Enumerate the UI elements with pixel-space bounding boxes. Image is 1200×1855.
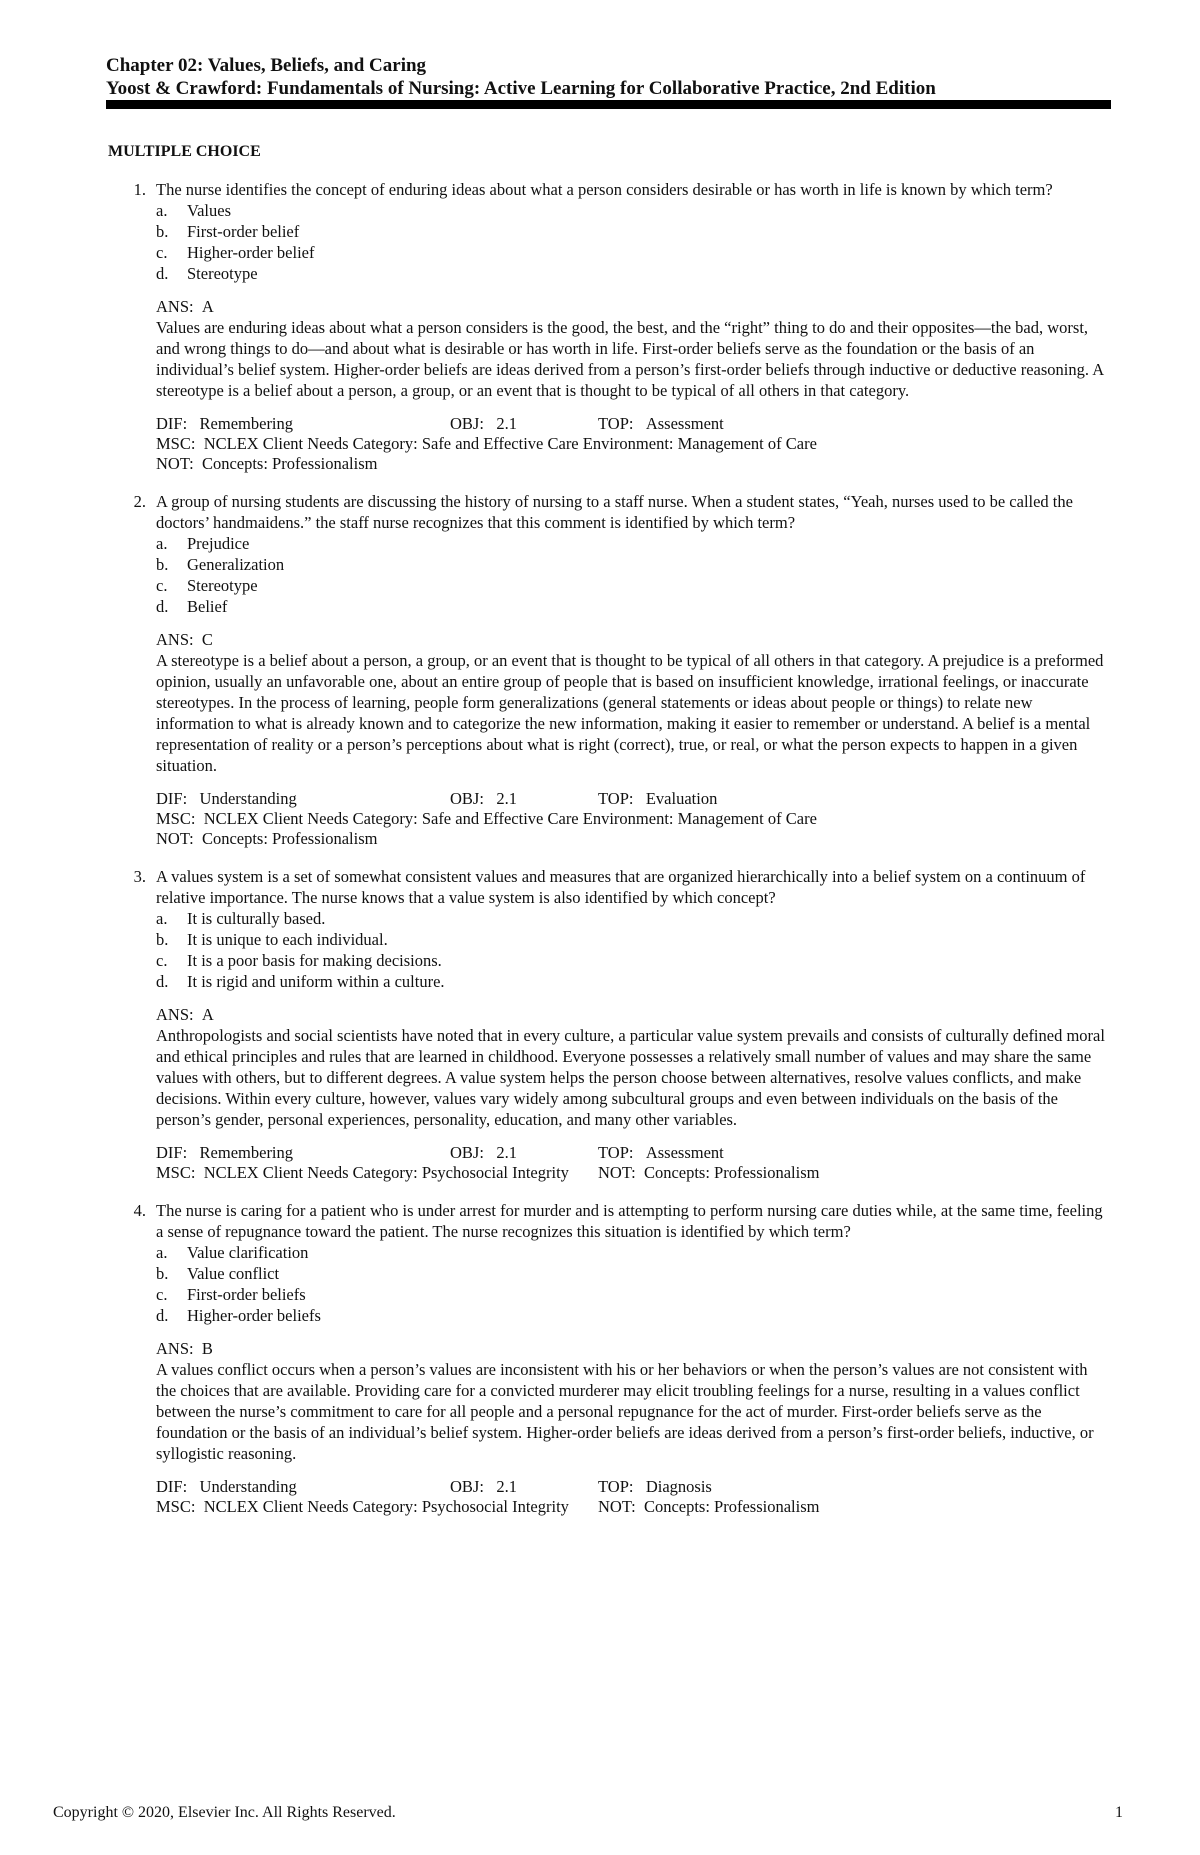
- dif-label: DIF:: [156, 414, 188, 433]
- msc-value: NCLEX Client Needs Category: Psychosocial Integrity: [203, 1163, 569, 1182]
- answer-line: [156, 1004, 1108, 1025]
- obj-label: OBJ:: [450, 1477, 484, 1496]
- option-text: Values: [187, 201, 231, 220]
- question-number: 2.: [133, 492, 146, 511]
- answer-line: [156, 629, 1108, 650]
- top-label: TOP:: [598, 1477, 634, 1496]
- option-letter: b.: [156, 1264, 169, 1283]
- option-text: Stereotype: [187, 576, 258, 595]
- question-1: [108, 179, 1108, 473]
- header-rule: [106, 100, 1111, 109]
- answer-value: B: [201, 1339, 213, 1358]
- option-text: First-order beliefs: [187, 1285, 306, 1304]
- option-text: It is culturally based.: [187, 909, 326, 928]
- rationale: Values are enduring ideas about what a person considers is the good, the best, and the “right” thing to do and their opposites—the bad, worst, and wrong things to do—and about what is desirable or has worth in life. First-order beliefs serve as the foundation or the basis of an individual’s belief system. Higher-order beliefs are ideas derived from a person’s first-order beliefs through inductive or deductive reasoning. A stereotype is a belief about a person, a group, or an event that is thought to be typical of all others in that category.: [156, 318, 1104, 400]
- option-text: Belief: [187, 597, 228, 616]
- not-label: NOT:: [598, 1163, 636, 1182]
- answer-label: ANS:: [156, 1339, 194, 1358]
- dif-value: Remembering: [199, 1143, 294, 1162]
- option-text: Higher-order beliefs: [187, 1306, 321, 1325]
- question-stem: The nurse is caring for a patient who is under arrest for murder and is attempting to perform nursing care duties while, at the same time, feeling a sense of repugnance toward the patient. The nurse recognizes this situation is identified by which term?: [156, 1201, 1103, 1241]
- top-label: TOP:: [598, 1143, 634, 1162]
- option-b: [156, 554, 1108, 575]
- answer-value: A: [201, 1005, 214, 1024]
- answer-value: A: [201, 297, 214, 316]
- metadata: [156, 1142, 1108, 1182]
- msc-value: NCLEX Client Needs Category: Safe and Effective Care Environment: Management of Care: [203, 434, 817, 453]
- dif-value: Understanding: [199, 1477, 297, 1496]
- question-2: [108, 491, 1108, 848]
- question-3: [108, 866, 1108, 1182]
- option-b: [156, 1263, 1108, 1284]
- option-c: [156, 575, 1108, 596]
- option-a: [156, 1242, 1108, 1263]
- metadata: [156, 788, 1108, 848]
- dif-value: Remembering: [199, 414, 294, 433]
- option-a: [156, 533, 1108, 554]
- option-d: [156, 971, 1108, 992]
- not-value: Concepts: Professionalism: [643, 1497, 820, 1516]
- option-text: Stereotype: [187, 264, 258, 283]
- question-number: 4.: [133, 1201, 146, 1220]
- rationale: Anthropologists and social scientists have noted that in every culture, a particular value system prevails and consists of culturally defined moral and ethical principles and rules that are learned in childhood. Everyone possesses a relatively small number of values and may share the same values with others, but to different degrees. A value system helps the person choose between alternatives, resolve values conflicts, and make decisions. Within every culture, however, values vary widely among subcultural groups and even between individuals on the basis of the person’s gender, personal experiences, personality, education, and many other variables.: [156, 1026, 1105, 1129]
- top-label: TOP:: [598, 789, 634, 808]
- option-letter: b.: [156, 222, 169, 241]
- copyright-notice: Copyright © 2020, Elsevier Inc. All Rights Reserved.: [53, 1804, 396, 1821]
- option-letter: c.: [156, 243, 168, 262]
- option-b: [156, 221, 1108, 242]
- option-text: It is a poor basis for making decisions.: [187, 951, 442, 970]
- book-title: Yoost & Crawford: Fundamentals of Nursing: Active Learning for Collaborative Practice, 2nd Edition: [106, 78, 936, 99]
- option-letter: c.: [156, 951, 168, 970]
- option-text: It is rigid and uniform within a culture.: [187, 972, 445, 991]
- obj-value: 2.1: [496, 789, 517, 808]
- option-text: Value clarification: [187, 1243, 309, 1262]
- question-list: [108, 179, 1108, 1534]
- answer-line: [156, 296, 1108, 317]
- option-letter: d.: [156, 1306, 169, 1325]
- obj-value: 2.1: [496, 1477, 517, 1496]
- option-a: [156, 200, 1108, 221]
- not-label: NOT:: [156, 829, 194, 848]
- metadata: [156, 1476, 1108, 1516]
- option-letter: d.: [156, 264, 169, 283]
- dif-label: DIF:: [156, 1143, 188, 1162]
- question-stem: A group of nursing students are discussing the history of nursing to a staff nurse. When a student states, “Yeah, nurses used to be called the doctors’ handmaidens.” the staff nurse recognizes that this comment is identified by which term?: [156, 492, 1073, 532]
- top-label: TOP:: [598, 414, 634, 433]
- option-d: [156, 263, 1108, 284]
- obj-value: 2.1: [496, 414, 517, 433]
- option-text: Higher-order belief: [187, 243, 315, 262]
- answer-value: C: [201, 630, 213, 649]
- msc-value: NCLEX Client Needs Category: Safe and Effective Care Environment: Management of Care: [203, 809, 817, 828]
- option-c: [156, 1284, 1108, 1305]
- option-text: Generalization: [187, 555, 285, 574]
- msc-value: NCLEX Client Needs Category: Psychosocial Integrity: [203, 1497, 569, 1516]
- option-c: [156, 242, 1108, 263]
- metadata: [156, 413, 1108, 473]
- page-number: 1: [1115, 1804, 1123, 1821]
- obj-label: OBJ:: [450, 789, 484, 808]
- rationale: A values conflict occurs when a person’s values are inconsistent with his or her behaviors or when the person’s values are not consistent with the choices that are available. Providing care for a convicted murderer may elicit troubling feelings for a nurse, resulting in a values conflict between the nurse’s commitment to care for all people and a personal repugnance for the act of murder. First-order beliefs serve as the foundation or the basis of an individual’s belief system. Higher-order beliefs are ideas derived from a person’s first-order beliefs, inductive, or syllogistic reasoning.: [156, 1360, 1094, 1463]
- obj-value: 2.1: [496, 1143, 517, 1162]
- dif-value: Understanding: [199, 789, 297, 808]
- option-letter: b.: [156, 555, 169, 574]
- option-letter: c.: [156, 1285, 168, 1304]
- chapter-title: Chapter 02: Values, Beliefs, and Caring: [106, 55, 427, 76]
- msc-label: MSC:: [156, 1163, 196, 1182]
- option-text: It is unique to each individual.: [187, 930, 388, 949]
- not-value: Concepts: Professionalism: [201, 454, 378, 473]
- option-a: [156, 908, 1108, 929]
- not-value: Concepts: Professionalism: [201, 829, 378, 848]
- page-footer: [53, 1802, 1123, 1823]
- top-value: Assessment: [645, 414, 724, 433]
- option-d: [156, 596, 1108, 617]
- option-letter: a.: [156, 201, 168, 220]
- not-value: Concepts: Professionalism: [643, 1163, 820, 1182]
- option-text: First-order belief: [187, 222, 300, 241]
- answer-label: ANS:: [156, 630, 194, 649]
- page-header: [106, 54, 1111, 100]
- option-b: [156, 929, 1108, 950]
- option-letter: a.: [156, 909, 168, 928]
- question-stem: A values system is a set of somewhat consistent values and measures that are organized hierarchically into a belief system on a continuum of relative importance. The nurse knows that a value system is also identified by which concept?: [156, 867, 1086, 907]
- answer-label: ANS:: [156, 297, 194, 316]
- top-value: Assessment: [645, 1143, 724, 1162]
- top-value: Diagnosis: [645, 1477, 712, 1496]
- option-text: Value conflict: [187, 1264, 280, 1283]
- question-number: 1.: [133, 180, 146, 199]
- option-letter: a.: [156, 1243, 168, 1262]
- option-letter: b.: [156, 930, 169, 949]
- option-letter: a.: [156, 534, 168, 553]
- option-letter: c.: [156, 576, 168, 595]
- answer-label: ANS:: [156, 1005, 194, 1024]
- msc-label: MSC:: [156, 1497, 196, 1516]
- option-text: Prejudice: [187, 534, 250, 553]
- option-d: [156, 1305, 1108, 1326]
- option-c: [156, 950, 1108, 971]
- section-heading: MULTIPLE CHOICE: [108, 143, 261, 160]
- not-label: NOT:: [598, 1497, 636, 1516]
- question-4: [108, 1200, 1108, 1516]
- obj-label: OBJ:: [450, 1143, 484, 1162]
- obj-label: OBJ:: [450, 414, 484, 433]
- top-value: Evaluation: [645, 789, 718, 808]
- dif-label: DIF:: [156, 789, 188, 808]
- not-label: NOT:: [156, 454, 194, 473]
- msc-label: MSC:: [156, 434, 196, 453]
- answer-line: [156, 1338, 1108, 1359]
- msc-label: MSC:: [156, 809, 196, 828]
- option-letter: d.: [156, 597, 169, 616]
- option-letter: d.: [156, 972, 169, 991]
- rationale: A stereotype is a belief about a person, a group, or an event that is thought to be typical of all others in that category. A prejudice is a preformed opinion, usually an unfavorable one, about an entire group of people that is based on insufficient knowledge, irrational feelings, or inaccurate stereotypes. In the process of learning, people form generalizations (general statements or ideas about people or things) to relate new information to what is already known and to categorize the new information, making it easier to remember or understand. A belief is a mental representation of reality or a person’s perceptions about what is right (correct), true, or real, or what the person expects to happen in a given situation.: [156, 651, 1104, 775]
- question-stem: The nurse identifies the concept of enduring ideas about what a person considers desirable or has worth in life is known by which term?: [156, 180, 1053, 199]
- question-number: 3.: [133, 867, 146, 886]
- dif-label: DIF:: [156, 1477, 188, 1496]
